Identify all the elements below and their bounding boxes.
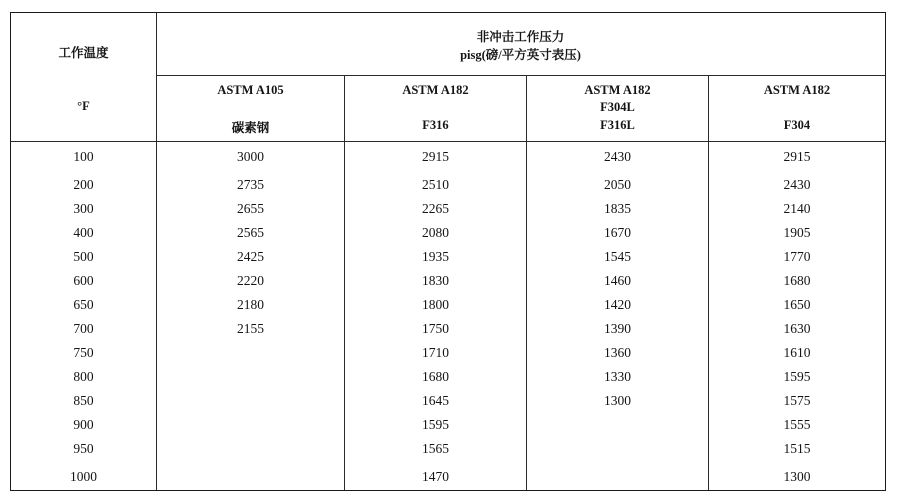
col-3-grade-b: F316L xyxy=(600,118,635,132)
value-cell: 1595 xyxy=(783,369,811,384)
value-cell xyxy=(157,365,344,389)
value-cell: 2430 xyxy=(783,177,811,192)
value-cell: 1330 xyxy=(604,369,631,384)
value-cell: 1575 xyxy=(783,393,811,408)
temp-cell: 800 xyxy=(73,369,94,384)
temp-cell: 500 xyxy=(73,249,94,264)
temp-cell: 400 xyxy=(73,225,94,240)
value-cell xyxy=(157,389,344,413)
value-cell: 1470 xyxy=(422,469,449,484)
temp-cell: 600 xyxy=(73,273,94,288)
col-4-grade: F304 xyxy=(783,118,811,132)
value-cell: 2220 xyxy=(237,273,264,288)
value-cell: 1710 xyxy=(422,345,449,360)
value-cell: 1800 xyxy=(422,297,449,312)
col-2-standard: ASTM A182 xyxy=(402,83,469,97)
value-cell: 2510 xyxy=(422,177,449,192)
value-cell: 1645 xyxy=(422,393,449,408)
value-cell: 1835 xyxy=(604,201,631,216)
value-cell: 2050 xyxy=(604,177,631,192)
temp-cell: 1000 xyxy=(70,469,97,484)
value-cell: 1360 xyxy=(604,345,631,360)
temp-cell: 100 xyxy=(73,149,94,164)
temp-header: 工作温度 xyxy=(58,45,109,60)
value-cell xyxy=(527,413,708,437)
value-cell: 2140 xyxy=(783,201,811,216)
value-cell xyxy=(527,437,708,461)
value-cell: 1680 xyxy=(783,273,811,288)
value-cell: 1770 xyxy=(783,249,811,264)
value-cell: 1555 xyxy=(783,417,811,432)
value-cell: 1830 xyxy=(422,273,449,288)
value-cell: 2155 xyxy=(237,321,264,336)
value-cell: 1565 xyxy=(422,441,449,456)
value-cell: 1630 xyxy=(783,321,811,336)
value-cell: 1650 xyxy=(783,297,811,312)
value-cell: 2430 xyxy=(604,149,631,164)
value-cell: 2655 xyxy=(237,201,264,216)
value-cell: 1300 xyxy=(783,469,811,484)
value-cell: 1300 xyxy=(604,393,631,408)
value-cell: 2915 xyxy=(422,149,449,164)
pressure-header-unit: pisg(磅/平方英寸表压) xyxy=(460,48,581,62)
value-cell: 1595 xyxy=(422,417,449,432)
pressure-table xyxy=(10,12,886,491)
col-3-grade-a: F304L xyxy=(600,100,635,114)
value-cell xyxy=(157,437,344,461)
temp-cell: 300 xyxy=(73,201,94,216)
value-cell xyxy=(157,465,344,489)
col-2-grade: F316 xyxy=(422,118,449,132)
value-cell: 1750 xyxy=(422,321,449,336)
value-cell: 2735 xyxy=(237,177,264,192)
value-cell: 1610 xyxy=(783,345,811,360)
value-cell: 1670 xyxy=(604,225,631,240)
pressure-header-title: 非冲击工作压力 xyxy=(476,29,565,44)
temp-cell: 850 xyxy=(73,393,94,408)
value-cell xyxy=(157,341,344,365)
value-cell xyxy=(157,413,344,437)
value-cell: 1390 xyxy=(604,321,631,336)
value-cell: 1905 xyxy=(783,225,811,240)
value-cell: 1515 xyxy=(783,441,811,456)
value-cell: 2180 xyxy=(237,297,264,312)
value-cell: 2915 xyxy=(783,149,811,164)
value-cell: 1935 xyxy=(422,249,449,264)
value-cell: 2080 xyxy=(422,225,449,240)
col-4-standard: ASTM A182 xyxy=(763,83,831,97)
temp-cell: 650 xyxy=(73,297,94,312)
value-cell: 1545 xyxy=(604,249,631,264)
value-cell: 1680 xyxy=(422,369,449,384)
value-cell: 1460 xyxy=(604,273,631,288)
col-1-material: 碳素钢 xyxy=(231,120,270,135)
table-body xyxy=(11,13,885,490)
value-cell: 1420 xyxy=(604,297,631,312)
value-cell: 2425 xyxy=(237,249,264,264)
temp-cell: 900 xyxy=(73,417,94,432)
temp-cell: 750 xyxy=(73,345,94,360)
temp-unit: °F xyxy=(77,99,90,113)
col-1-standard: ASTM A105 xyxy=(217,83,284,97)
col-3-standard: ASTM A182 xyxy=(584,83,651,97)
value-cell: 3000 xyxy=(237,149,264,164)
temp-cell: 200 xyxy=(73,177,94,192)
temp-cell: 700 xyxy=(73,321,94,336)
value-cell xyxy=(527,465,708,489)
value-cell: 2565 xyxy=(237,225,264,240)
temp-cell: 950 xyxy=(73,441,94,456)
value-cell: 2265 xyxy=(422,201,449,216)
